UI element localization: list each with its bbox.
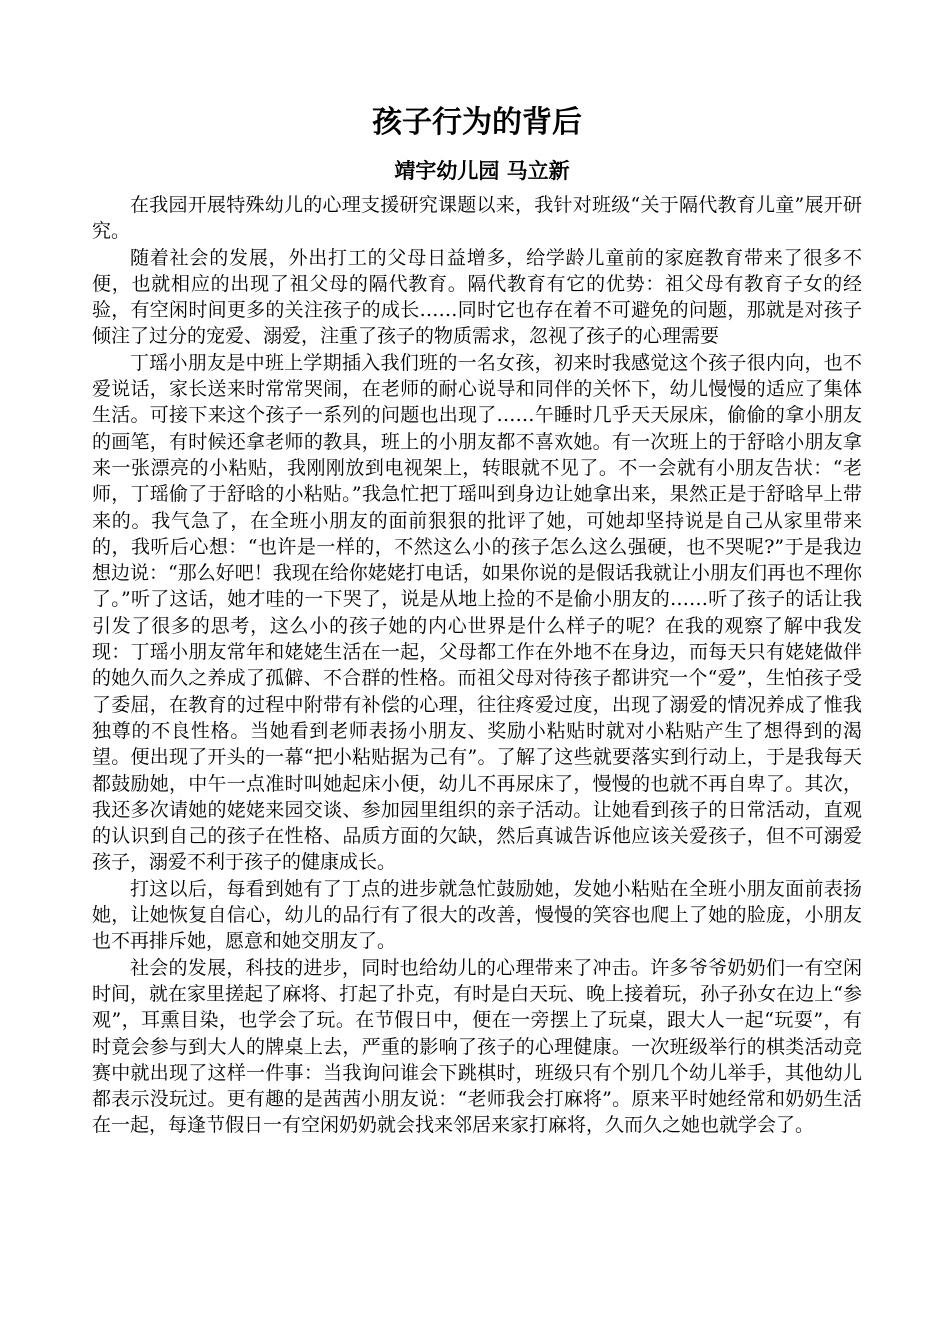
document-title: 孩子行为的背后 bbox=[372, 105, 582, 140]
paragraph-intro: 在我园开展特殊幼儿的心理支援研究课题以来，我针对班级“关于隔代教育儿童”展开研究。 bbox=[92, 194, 862, 243]
document-body bbox=[92, 192, 862, 1139]
paragraph-progress: 打这以后，每看到她有了丁点的进步就急忙鼓励她，发她小粘贴在全班小朋友面前表扬她，让她恢复自信心，幼儿的品行有了很大的改善，慢慢的笑容也爬上了她的脸庞，小朋友也不再排斥她，愿意和她交朋友了。 bbox=[92, 877, 862, 953]
paragraph-mahjong: 社会的发展，科技的进步，同时也给幼儿的心理带来了冲击。许多爷爷奶奶们一有空闲时间，就在家里搓起了麻将、打起了扑克，有时是白天玩、晚上接着玩，孙子孙女在边上“参观”，耳熏目染，也学会了玩。在节假日中，便在一旁摆上了玩桌，跟大人一起“玩耍”，有时竟会参与到大人的牌桌上去，严重的影响了孩子的心理健康。一次班级举行的棋类活动竞赛中就出现了这样一件事：当我询问谁会下跳棋时，班级只有个别几个幼儿举手，其他幼儿都表示没玩过。更有趣的是茜茜小朋友说：“老师我会打麻将”。原来平时她经常和奶奶生活在一起，每逢节假日一有空闲奶奶就会找来邻居来家打麻将，久而久之她也就学会了。 bbox=[92, 956, 862, 1137]
paragraph-background: 随着社会的发展，外出打工的父母日益增多，给学龄儿童前的家庭教育带来了很多不便，也就相应的出现了祖父母的隔代教育。隔代教育有它的优势：祖父母有教育子女的经验，有空闲时间更多的关注孩子的成长……同时它也存在着不可避免的问题，那就是对孩子倾注了过分的宠爱、溺爱，注重了孩子的物质需求，忽视了孩子的心理需要 bbox=[92, 246, 862, 348]
document-page bbox=[92, 100, 862, 1139]
author-byline: 靖宇幼儿园 马立新 bbox=[394, 159, 570, 183]
paragraph-case-dingyao: 丁瑶小朋友是中班上学期插入我们班的一名女孩，初来时我感觉这个孩子很内向，也不爱说话，家长送来时常常哭闹，在老师的耐心说导和同伴的关怀下，幼儿慢慢的适应了集体生活。可接下来这个孩子一系列的问题也出现了……午睡时几乎天天尿床，偷偷的拿小朋友的画笔，有时候还拿老师的教具，班上的小朋友都不喜欢她。有一次班上的于舒晗小朋友拿来一张漂亮的小粘贴，我刚刚放到电视架上，转眼就不见了。不一会就有小朋友告状：“老师，丁瑶偷了于舒晗的小粘贴。”我急忙把丁瑶叫到身边让她拿出来，果然正是于舒晗早上带来的。我气急了，在全班小朋友的面前狠狠的批评了她，可她却坚持说是自己从家里带来的，我听后心想：“也许是一样的，不然这么小的孩子怎么这么强硬，也不哭呢?”于是我边想边说：“那么好吧！我现在给你姥姥打电话，如果你说的是假话我就让小朋友们再也不理你了。”听了这话，她才哇的一下哭了，说是从地上捡的不是偷小朋友的……听了孩子的话让我引发了很多的思考，这么小的孩子她的内心世界是什么样子的呢？在我的观察了解中我发现：丁瑶小朋友常年和姥姥生活在一起，父母都工作在外地不在身边，而每天只有姥姥做伴的她久而久之养成了孤僻、不合群的性格。而祖父母对待孩子都讲究一个“爱”，生怕孩子受了委屈，在教育的过程中附带有补偿的心理，往往疼爱过度，出现了溺爱的情况养成了惟我独尊的不良性格。当她看到老师表扬小朋友、奖励小粘贴时就对小粘贴产生了想得到的渴望。便出现了开头的一幕“把小粘贴据为己有”。了解了这些就要落实到行动上，于是我每天都鼓励她，中午一点准时叫她起床小便，幼儿不再尿床了，慢慢的也就不再自卑了。其次，我还多次请她的姥姥来园交谈、参加园里组织的亲子活动。让她看到孩子的日常活动，直观的认识到自己的孩子在性格、品质方面的欠缺，然后真诚告诉他应该关爱孩子，但不可溺爱孩子，溺爱不利于孩子的健康成长。 bbox=[92, 351, 862, 874]
